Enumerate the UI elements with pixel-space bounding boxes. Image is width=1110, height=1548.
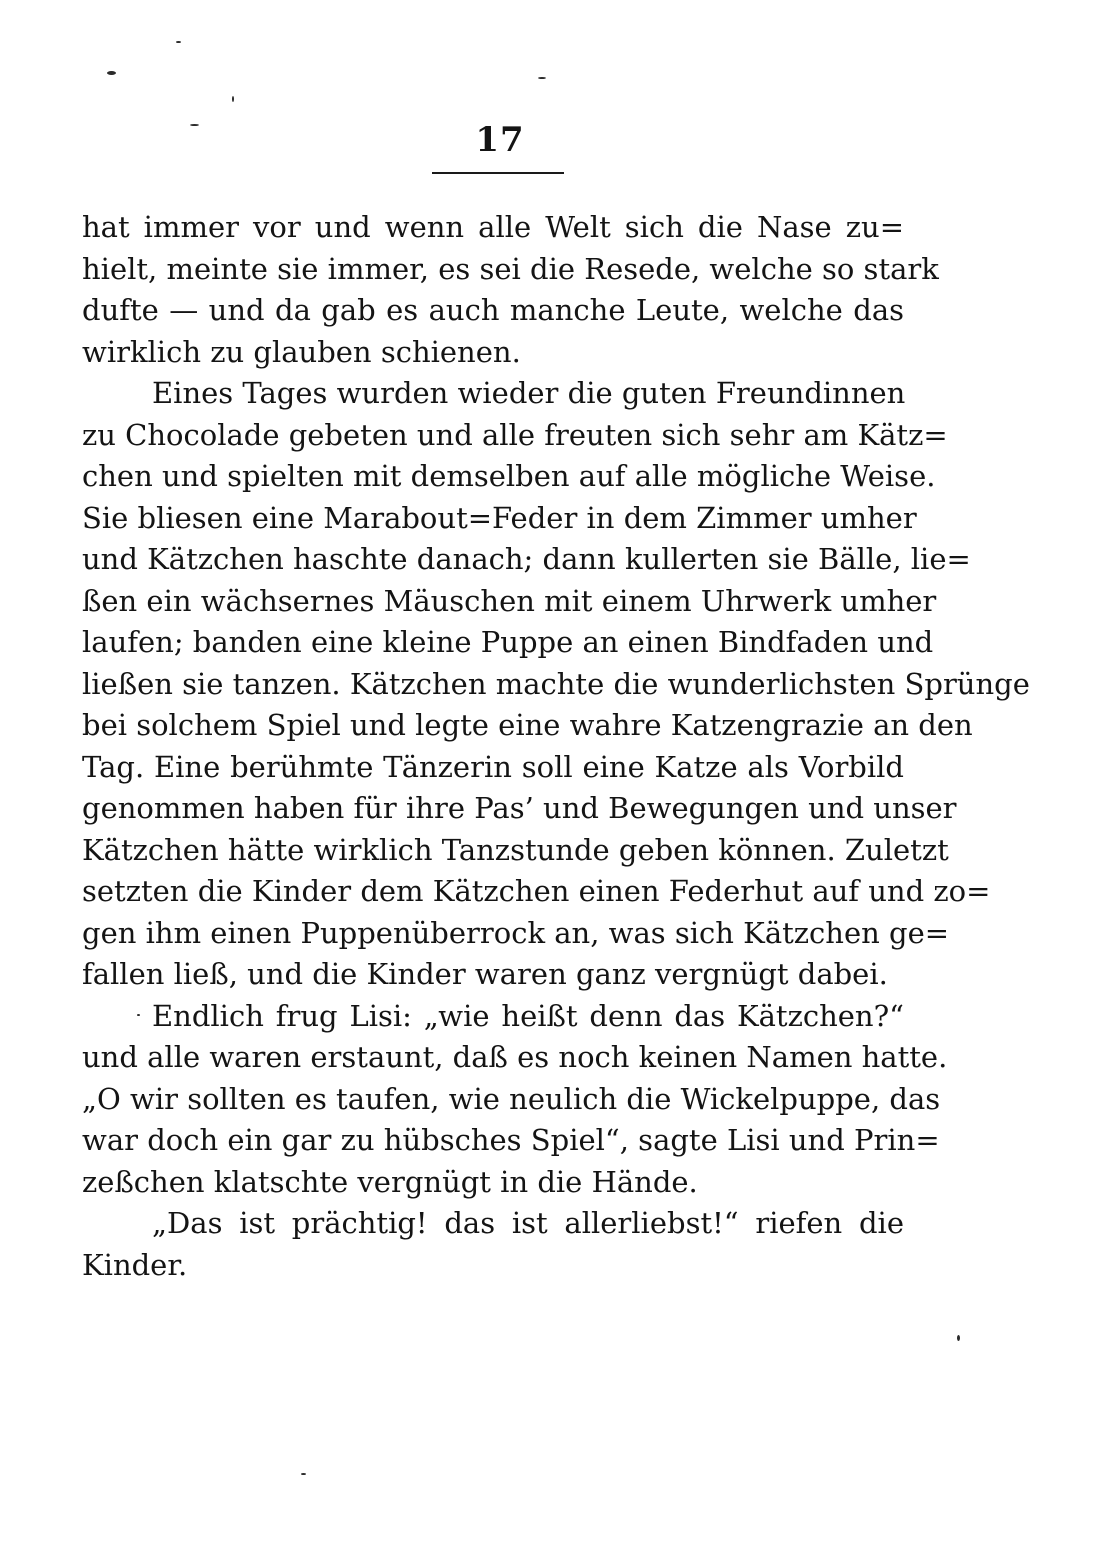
text-line: chen und spielten mit demselben auf alle mögliche Weise. — [82, 459, 936, 493]
text-line: Sie bliesen eine Marabout=Feder in dem Zimmer umher — [82, 500, 917, 535]
body-text — [82, 207, 1030, 1286]
text-line: gen ihm einen Puppenüberrock an, was sich Kätzchen ge= — [82, 915, 950, 950]
text-line: Tag. Eine berühmte Tänzerin soll eine Katze als Vorbild — [82, 749, 904, 784]
text-line: und alle waren erstaunt, daß es noch keinen Namen hatte. — [82, 1040, 948, 1074]
text-line: genommen haben für ihre Pas’ und Bewegungen und unser — [82, 791, 957, 825]
text-line: war doch ein gar zu hübsches Spiel“, sagte Lisi und Prin= — [82, 1123, 940, 1157]
page-speck — [538, 77, 546, 79]
page-speck — [190, 124, 199, 126]
header-rule — [432, 172, 564, 174]
text-line: „O wir sollten es taufen, wie neulich die Wickelpuppe, das — [82, 1081, 941, 1116]
text-line: Endlich frug Lisi: „wie heißt denn das Kätzchen?“ — [152, 998, 904, 1033]
text-line: Kinder. — [82, 1247, 188, 1282]
text-line: hielt, meinte sie immer, es sei die Resede, welche so stark — [82, 251, 939, 286]
page-speck — [301, 1473, 306, 1475]
text-line: wirklich zu glauben schienen. — [82, 334, 521, 369]
text-line: hat immer vor und wenn alle Welt sich die Nase zu= — [82, 210, 904, 244]
text-line: Kätzchen hätte wirklich Tanzstunde geben können. Zuletzt — [82, 832, 949, 867]
page-number: 17 — [475, 120, 525, 160]
page-speck — [176, 41, 181, 43]
page-speck — [957, 1335, 960, 1341]
text-line: zeßchen klatschte vergnügt in die Hände. — [82, 1164, 698, 1199]
text-line: ßen ein wächsernes Mäuschen mit einem Uhrwerk umher — [82, 583, 937, 618]
page-speck — [107, 71, 116, 75]
page-speck — [232, 96, 234, 102]
text-line: „Das ist prächtig! das ist allerliebst!“ riefen die — [152, 1206, 904, 1240]
text-line: fallen ließ, und die Kinder waren ganz vergnügt dabei. — [82, 957, 888, 991]
text-line: und Kätzchen haschte danach; dann kullerten sie Bälle, lie= — [82, 542, 971, 576]
text-line: Eines Tages wurden wieder die guten Freundinnen — [152, 376, 906, 410]
text-line: ließen sie tanzen. Kätzchen machte die wunderlichsten Sprünge — [82, 666, 1030, 701]
text-line: setzten die Kinder dem Kätzchen einen Federhut auf und zo= — [82, 874, 991, 908]
text-line: laufen; banden eine kleine Puppe an einen Bindfaden und — [82, 625, 934, 659]
text-line: dufte — und da gab es auch manche Leute, welche das — [82, 293, 904, 327]
text-line: zu Chocolade gebeten und alle freuten sich sehr am Kätz= — [82, 417, 948, 452]
text-line: bei solchem Spiel und legte eine wahre Katzengrazie an den — [82, 708, 973, 742]
